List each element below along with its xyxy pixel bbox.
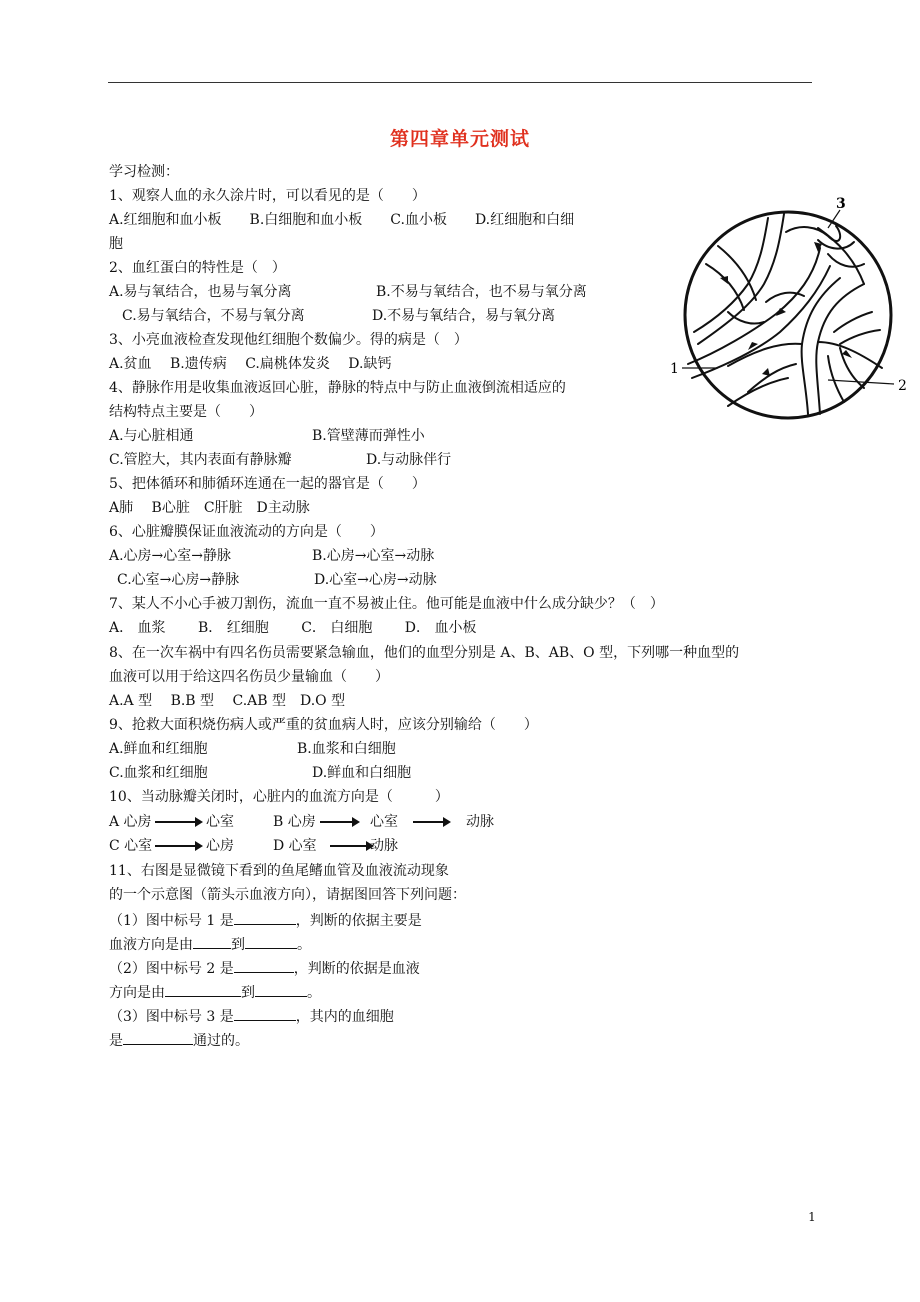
q11-p3-end: 通过的。 xyxy=(193,1033,249,1049)
q4-option-d: D.与动脉伴行 xyxy=(366,452,452,468)
q11-p2-reason: ，判断的依据是血液 xyxy=(293,961,420,977)
q11-p2-blank3[interactable] xyxy=(255,982,307,997)
q11-part1-line1 xyxy=(109,910,422,930)
q1-stem: 1、观察人血的永久涂片时，可以看见的是（ ） xyxy=(109,188,426,204)
q8-stem-line1: 8、在一次车祸中有四名伤员需要紧急输血，他们的血型分别是 A、B、AB、O 型，下列哪一种血型的 xyxy=(109,645,740,661)
q10-b-arrow1-icon xyxy=(320,816,360,828)
q2-option-c: C.易与氧结合，不易与氧分离 xyxy=(122,308,305,324)
q11-p2-to: 到 xyxy=(241,985,255,1001)
q11-p1-end: 。 xyxy=(297,937,311,953)
q3-stem: 3、小亮血液检查发现他红细胞个数偏少。得的病是（ ） xyxy=(109,332,468,348)
q7-options: A． 血浆 B． 红细胞 C． 白细胞 D． 血小板 xyxy=(109,620,477,636)
q6-option-a: A.心房→心室→静脉 xyxy=(109,548,232,564)
header-rule xyxy=(108,82,812,83)
page-number: 1 xyxy=(808,1210,816,1224)
q11-p3-desc: ，其内的血细胞 xyxy=(295,1009,394,1025)
q10-a-arrow-icon xyxy=(155,816,203,828)
q11-p1-blank2[interactable] xyxy=(193,934,231,949)
q10-c-arrow-icon xyxy=(155,840,203,852)
q11-stem-line2: 的一个示意图（箭头示血液方向），请据图回答下列问题： xyxy=(109,887,466,903)
q11-p3-label: （3）图中标号 3 是 xyxy=(109,1009,234,1025)
q2-stem: 2、血红蛋白的特性是（ ） xyxy=(109,260,286,276)
label-3: 3 xyxy=(836,196,846,212)
q2-option-a: A.易与氧结合，也易与氧分离 xyxy=(109,284,292,300)
section-heading: 学习检测： xyxy=(109,164,179,180)
q4-option-b: B.管壁薄而弹性小 xyxy=(312,428,425,444)
q1-options-wrap: 胞 xyxy=(109,236,123,252)
q11-p3-is: 是 xyxy=(109,1033,123,1049)
q10-a-mid: 心室 xyxy=(206,814,234,830)
q6-stem: 6、心脏瓣膜保证血液流动的方向是（ ） xyxy=(109,524,384,540)
q10-d-end: 动脉 xyxy=(370,838,398,854)
q11-p2-from: 方向是由 xyxy=(109,985,165,1001)
q8-stem-line2: 血液可以用于给这四名伤员少量输血（ ） xyxy=(109,669,389,685)
vessel-network xyxy=(688,214,882,414)
q11-p1-from: 血液方向是由 xyxy=(109,937,193,953)
q4-stem-line1: 4、静脉作用是收集血液返回心脏，静脉的特点中与防止血液倒流相适应的 xyxy=(109,380,566,396)
q9-option-a: A.鲜血和红细胞 xyxy=(109,741,208,757)
q4-stem-line2: 结构特点主要是（ ） xyxy=(109,404,263,420)
q11-part2-line2 xyxy=(109,982,321,1002)
q9-option-b: B.血浆和白细胞 xyxy=(297,741,396,757)
q1-options: A.红细胞和血小板 B.白细胞和血小板 C.血小板 D.红细胞和白细 xyxy=(109,212,575,228)
label-2: 2 xyxy=(898,378,907,394)
q11-part3-line2 xyxy=(109,1030,249,1050)
q6-option-c: C.心室→心房→静脉 xyxy=(117,572,240,588)
q10-c-mid: 心房 xyxy=(206,838,234,854)
page-title: 第四章单元测试 xyxy=(389,128,530,150)
q9-stem: 9、抢救大面积烧伤病人或严重的贫血病人时，应该分别输给（ ） xyxy=(109,717,538,733)
q4-option-c: C.管腔大，其内表面有静脉瓣 xyxy=(109,452,292,468)
q11-p3-blank1[interactable] xyxy=(234,1006,296,1021)
q11-p1-reason: ，判断的依据主要是 xyxy=(295,913,422,929)
q11-p1-label: （1）图中标号 1 是 xyxy=(109,913,234,929)
q10-a-label: A 心房 xyxy=(109,814,152,830)
q10-b-end: 动脉 xyxy=(466,814,494,830)
q11-stem-line1: 11、右图是显微镜下看到的鱼尾鳍血管及血液流动现象 xyxy=(109,863,449,879)
q2-option-b: B.不易与氧结合，也不易与氧分离 xyxy=(376,284,587,300)
q10-b-mid: 心室 xyxy=(370,814,398,830)
microscope-field-circle xyxy=(685,212,891,418)
q11-p2-label: （2）图中标号 2 是 xyxy=(109,961,234,977)
label-2-leader xyxy=(828,380,894,384)
q11-part1-line2 xyxy=(109,934,311,954)
q6-option-d: D.心室→心房→动脉 xyxy=(314,572,437,588)
q3-options: A.贫血 B.遗传病 C.扁桃体发炎 D.缺钙 xyxy=(109,356,392,372)
q2-option-d: D.不易与氧结合，易与氧分离 xyxy=(372,308,556,324)
q11-p3-blank2[interactable] xyxy=(123,1030,193,1045)
q11-p2-blank1[interactable] xyxy=(234,958,294,973)
q10-c-label: C 心室 xyxy=(109,838,153,854)
q8-options: A.A 型 B.B 型 C.AB 型 D.O 型 xyxy=(109,693,346,709)
q10-b-arrow2-icon xyxy=(413,816,451,828)
q6-option-b: B.心房→心室→动脉 xyxy=(312,548,435,564)
q9-option-d: D.鲜血和白细胞 xyxy=(312,765,412,781)
q11-p1-blank3[interactable] xyxy=(245,934,297,949)
q11-p2-blank2[interactable] xyxy=(165,982,241,997)
q11-part2-line1 xyxy=(109,958,420,978)
q10-d-label: D 心室 xyxy=(273,838,317,854)
q5-options: A肺 B心脏 C肝脏 D主动脉 xyxy=(109,500,310,516)
q9-option-c: C.血浆和红细胞 xyxy=(109,765,208,781)
q11-p1-blank1[interactable] xyxy=(234,910,296,925)
q5-stem: 5、把体循环和肺循环连通在一起的器官是（ ） xyxy=(109,476,426,492)
fish-fin-vessels-figure xyxy=(668,192,914,432)
q4-option-a: A.与心脏相通 xyxy=(109,428,194,444)
label-1: 1 xyxy=(670,361,679,377)
q11-p1-to: 到 xyxy=(231,937,245,953)
q10-b-label: B 心房 xyxy=(273,814,316,830)
q11-p2-end: 。 xyxy=(307,985,321,1001)
q7-stem: 7、某人不小心手被刀割伤，流血一直不易被止住。他可能是血液中什么成分缺少？（ ） xyxy=(109,596,664,612)
q11-part3-line1 xyxy=(109,1006,394,1026)
q10-d-arrow-icon xyxy=(330,840,374,852)
q10-stem: 10、当动脉瓣关闭时，心脏内的血流方向是（ ） xyxy=(109,789,449,805)
